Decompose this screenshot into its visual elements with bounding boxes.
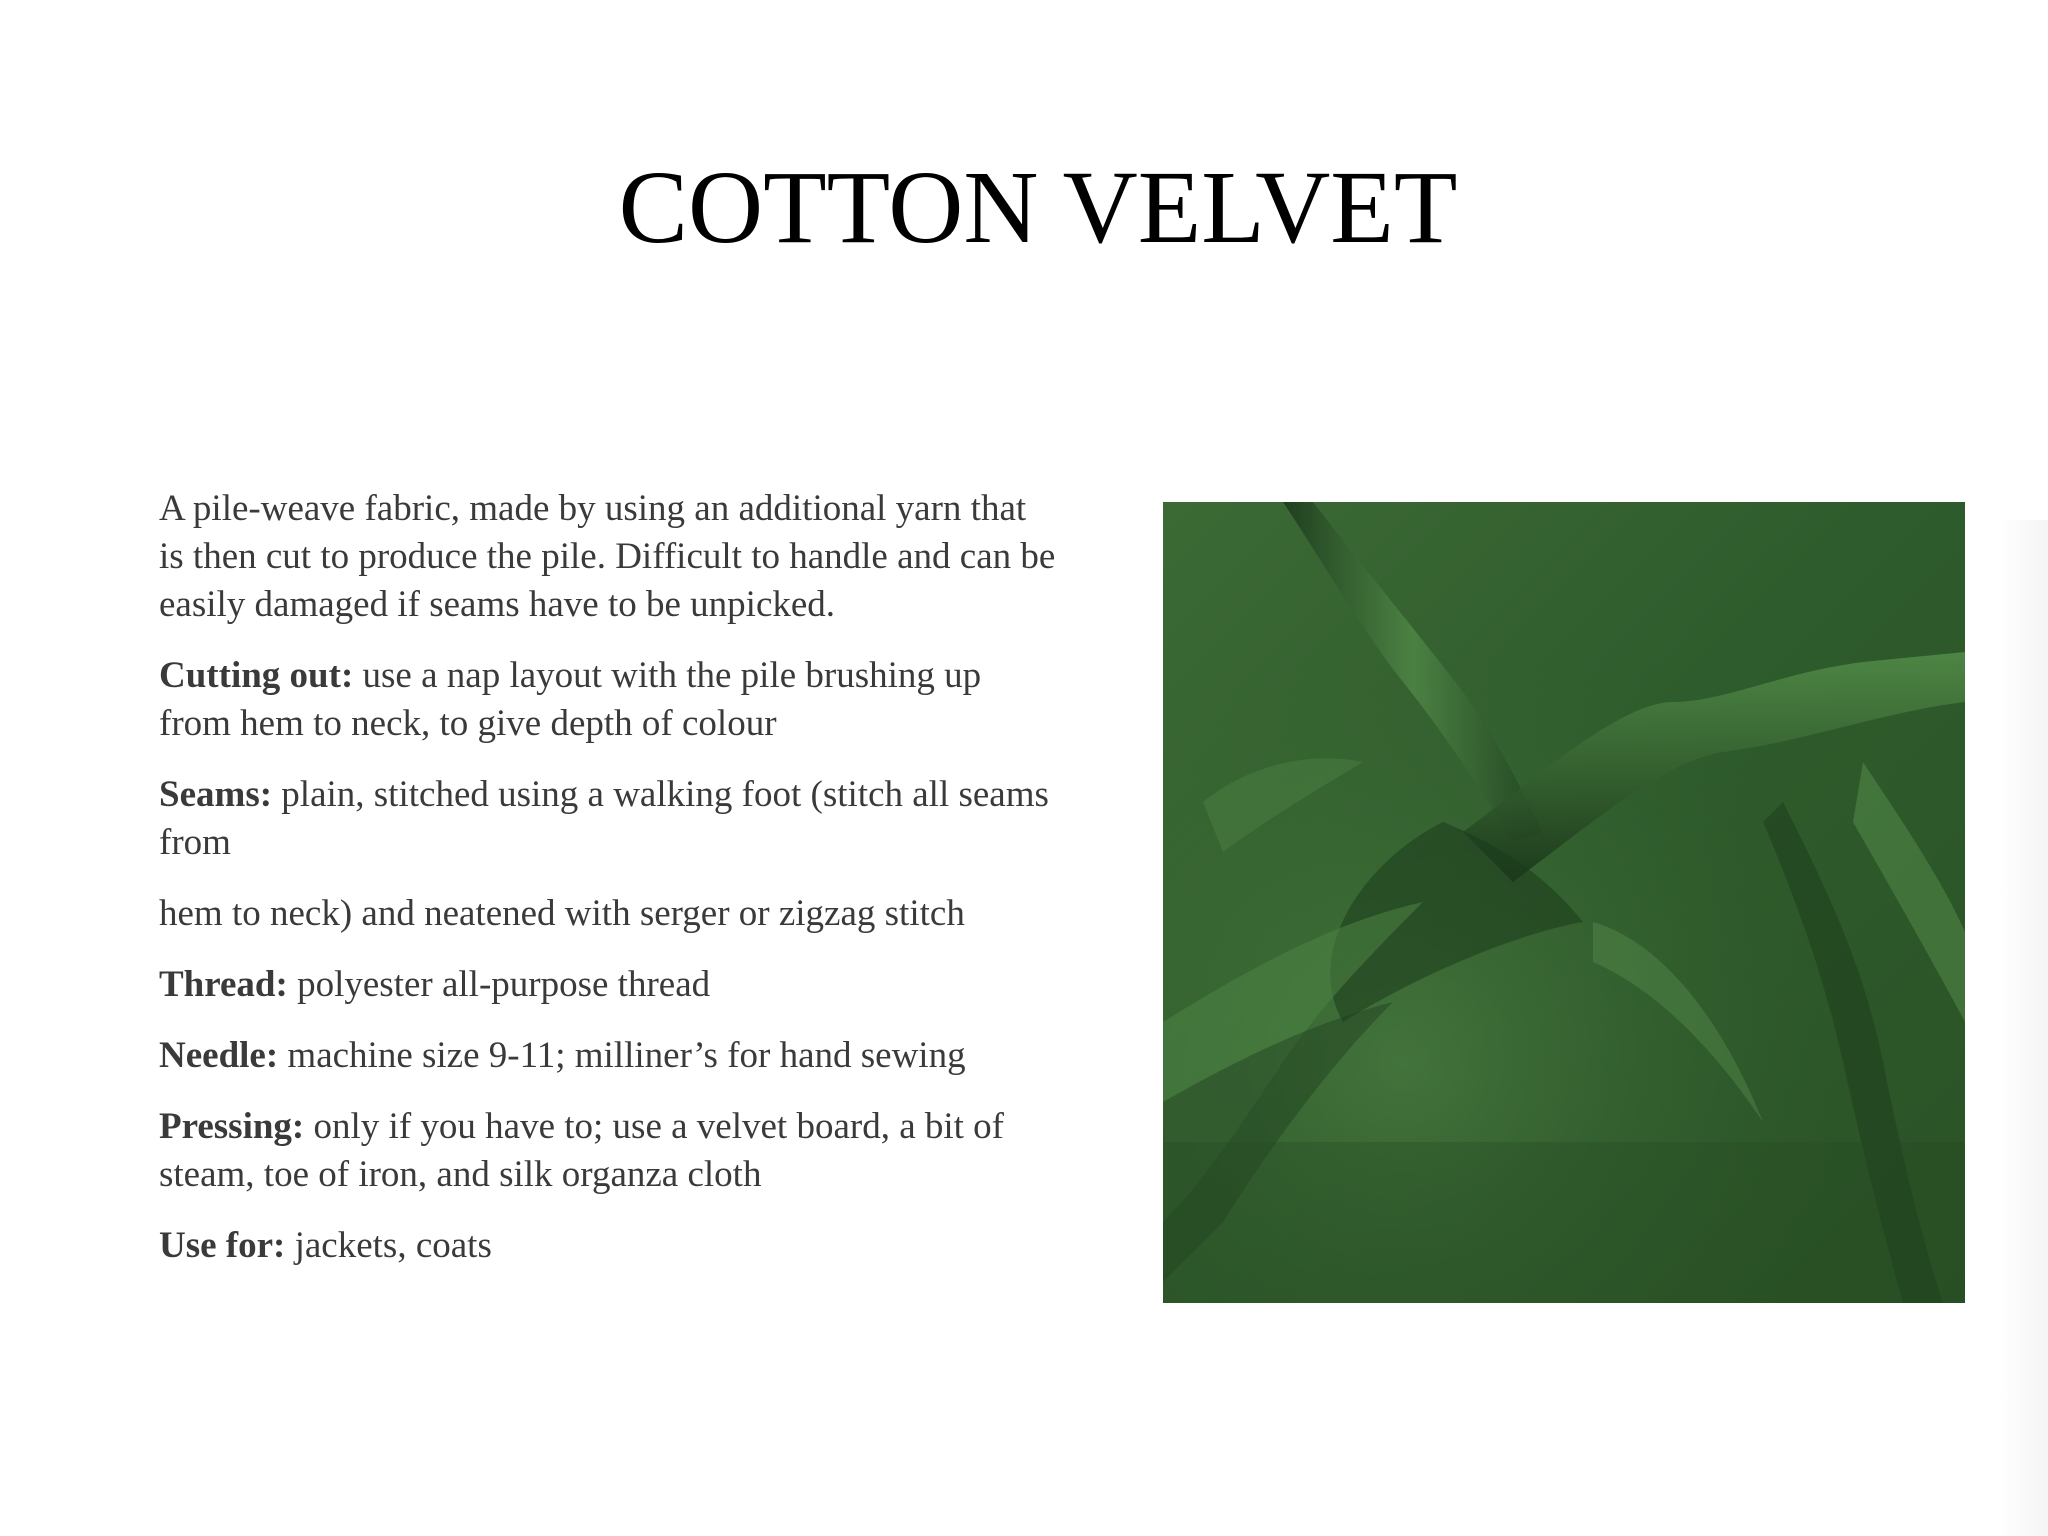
- property-needle: [159, 1032, 1059, 1080]
- slide-title: COTTON VELVET: [618, 150, 1458, 265]
- property-label: Cutting out:: [159, 655, 354, 696]
- property-label: Pressing:: [159, 1106, 305, 1147]
- fabric-description: [159, 485, 1059, 1293]
- property-text: plain, stitched using a walking foot (stitch all seams from: [159, 774, 1049, 863]
- property-thread: [159, 961, 1059, 1009]
- property-text: machine size 9-11; milliner’s for hand sewing: [278, 1035, 966, 1076]
- property-text: use a nap layout with the pile brushing up from hem to neck, to give depth of colour: [159, 655, 982, 744]
- property-label: Needle:: [159, 1035, 279, 1076]
- property-pressing: [159, 1103, 1059, 1199]
- property-label: Use for:: [159, 1225, 286, 1266]
- property-label: Thread:: [159, 964, 288, 1005]
- property-text: polyester all-purpose thread: [287, 964, 711, 1005]
- property-text: hem to neck) and neatened with serger or zigzag stitch: [159, 893, 965, 934]
- property-label: Seams:: [159, 774, 273, 815]
- velvet-fabric-image: [1163, 502, 1965, 1303]
- property-text: jackets, coats: [285, 1225, 492, 1266]
- intro-paragraph: A pile-weave fabric, made by using an additional yarn that is then cut to produce the pile. Difficult to handle and can be easily damaged if seams have to be unpicked.: [159, 488, 1056, 625]
- property-seams-continued: [159, 890, 1059, 938]
- page-edge-shadow: [1998, 520, 2048, 1536]
- property-use-for: [159, 1222, 1059, 1270]
- property-cutting-out: [159, 652, 1059, 748]
- property-text: only if you have to; use a velvet board, a bit of steam, toe of iron, and silk organza cloth: [159, 1106, 1004, 1195]
- property-seams: [159, 771, 1059, 867]
